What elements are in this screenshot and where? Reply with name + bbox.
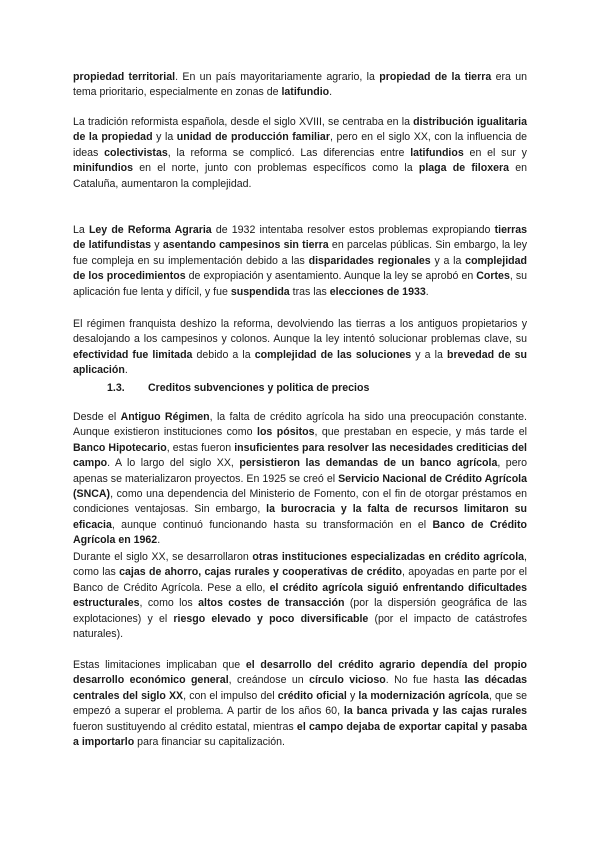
bold-text-run: persistieron las demandas de un banco agrícola — [239, 457, 498, 470]
bold-text-run: propiedad territorial — [73, 71, 176, 83]
text-run: , como las — [73, 551, 527, 579]
text-run: , pero apenas se materializaron proyectos. En 1925 se creó el — [73, 457, 528, 485]
bold-text-run: suspendida — [230, 285, 290, 298]
bold-text-run: tierras de latifundistas — [73, 224, 527, 252]
bold-text-run: Antiguo Régimen — [120, 411, 210, 423]
text-run: y a la — [430, 254, 466, 267]
text-run: . — [425, 285, 429, 298]
text-run: . No fue hasta — [385, 674, 465, 687]
paragraph-land-ownership — [73, 70, 527, 101]
paragraph-credit-limitations — [73, 658, 527, 750]
text-run: , pero en el siglo XX, con la influencia de ideas — [73, 131, 527, 159]
bold-text-run: los pósitos — [257, 426, 315, 439]
text-run: en parcelas públicas. Sin embargo, la ley fue compleja en su implementación debido a las — [73, 239, 528, 267]
bold-text-run: las décadas centrales del siglo XX — [73, 674, 528, 702]
bold-text-run: efectividad fue limitada — [73, 348, 193, 361]
text-run: , la reforma se complicó. Las diferencias entre — [167, 146, 411, 159]
bold-text-run: crédito oficial — [277, 689, 347, 702]
bold-text-run: distribución igualitaria de la propiedad — [73, 116, 527, 144]
text-run: (por la dispersión geográfica de las explotaciones) y el — [73, 597, 527, 625]
text-run: , aunque continuó funcionando hasta su transformación en el — [111, 518, 433, 531]
bold-text-run: la burocracia y la falta de recursos limitaron su eficacia — [73, 503, 527, 531]
bold-text-run: altos costes de transacción — [198, 597, 345, 610]
text-run: (por el impacto de catástrofes naturales). — [73, 612, 527, 641]
bold-text-run: la modernización agrícola — [358, 689, 489, 702]
bold-text-run: riesgo elevado y poco diversificable — [173, 612, 369, 625]
text-run: en el norte, junto con problemas específicos como la — [133, 162, 419, 175]
bold-text-run: elecciones de 1933 — [329, 285, 426, 298]
text-run: , su aplicación fue lenta y difícil, y fue — [73, 270, 528, 298]
text-run: para financiar su capitalización. — [134, 736, 285, 749]
text-run: , como una dependencia del Ministerio de Fomento, con el fin de otorgar préstamos en condiciones ventajosas. Sin embargo, — [73, 488, 527, 516]
text-run: era un tema prioritario, especialmente en zonas de — [73, 71, 528, 99]
text-run: tras las — [289, 285, 330, 298]
text-run: . — [329, 86, 333, 99]
bold-text-run: el crédito agrícola siguió enfrentando dificultades estructurales — [73, 581, 527, 610]
paragraph-franco-regime — [73, 317, 527, 379]
text-run: fueron sustituyendo al crédito estatal, mientras — [73, 720, 297, 733]
bold-text-run: latifundio — [281, 86, 330, 99]
text-run: de expropiación y asentamiento. Aunque la ley se aprobó en — [185, 270, 477, 283]
text-run: Desde el — [73, 411, 121, 423]
text-run: La tradición reformista española, desde el siglo XVIII, se centraba en la — [73, 116, 414, 128]
bold-text-run: cajas de ahorro, cajas rurales y cooperativas de crédito — [119, 566, 402, 579]
text-run: , la falta de crédito agrícola ha sido una preocupación constante. Aunque existieron instituciones como — [73, 411, 527, 439]
text-run: , con el impulso del — [183, 689, 278, 702]
text-run: . En un país mayoritariamente agrario, la — [175, 71, 380, 83]
text-run: Durante el siglo XX, se desarrollaron — [73, 551, 253, 563]
bold-text-run: el campo dejaba de exportar capital y pasaba a importarlo — [73, 720, 528, 749]
bold-text-run: disparidades regionales — [308, 254, 431, 267]
bold-text-run: brevedad de su aplicación — [73, 348, 527, 377]
text-run: , que se empezó a superar el problema. A partir de los años 60, — [73, 689, 528, 718]
text-run: . — [157, 534, 161, 547]
bold-text-run: la banca privada y las cajas rurales — [343, 705, 527, 718]
bold-text-run: círculo vicioso — [309, 674, 386, 687]
text-run: y la — [152, 131, 177, 144]
bold-text-run: latifundios — [410, 146, 464, 159]
text-run: en Cataluña, aumentaron la complejidad. — [73, 162, 528, 190]
text-run: Estas limitaciones implicaban que — [73, 659, 246, 671]
paragraph-reformist-tradition — [73, 115, 527, 192]
bold-text-run: colectivistas — [104, 146, 168, 159]
text-run: El régimen franquista deshizo la reforma, devolviendo las tierras a los antiguos propietarios y desalojando a los campesinos y colonos. Aunque la ley intentó solucionar problemas clave, su — [73, 318, 527, 346]
text-run: y a la — [411, 348, 447, 361]
bold-text-run: complejidad de los procedimientos — [73, 254, 527, 283]
bold-text-run: minifundios — [73, 162, 134, 175]
text-run: de 1932 intentaba resolver estos problemas expropiando — [211, 224, 495, 236]
section-title: Creditos subvenciones y politica de precios — [148, 382, 370, 394]
text-run: y — [346, 689, 359, 702]
paragraph-agrarian-reform-law — [73, 223, 527, 300]
text-run: , creándose un — [228, 674, 310, 687]
text-run: en el sur y — [463, 146, 527, 159]
section-number: 1.3. — [107, 382, 125, 394]
text-run: , estas fueron — [166, 441, 235, 454]
bold-text-run: propiedad de la tierra — [379, 71, 492, 83]
text-run: . A lo largo del siglo XX, — [107, 457, 240, 470]
text-run: , que prestaban en especie, y más tarde el — [314, 426, 528, 439]
text-run: , como los — [139, 597, 199, 610]
text-run: y — [151, 239, 163, 252]
bold-text-run: otras instituciones especializadas en crédito agrícola — [252, 551, 525, 563]
bold-text-run: el desarrollo del crédito agrario dependía del propio desarrollo económico general — [73, 659, 527, 687]
text-run: , apoyadas en parte por el Banco de Crédito Agrícola. Pese a ello, — [73, 566, 527, 594]
bold-text-run: Ley de Reforma Agraria — [88, 224, 212, 236]
bold-text-run: plaga de filoxera — [418, 162, 510, 175]
bold-text-run: Servicio Nacional de Crédito Agrícola (SNCA) — [73, 472, 527, 501]
bold-text-run: insuficientes para resolver las necesidades crediticias del campo — [73, 441, 527, 470]
bold-text-run: unidad de producción familiar — [176, 131, 330, 144]
bold-text-run: complejidad de las soluciones — [254, 348, 412, 361]
paragraph-credit-institutions — [73, 550, 527, 642]
bold-text-run: Banco de Crédito Agrícola en 1962 — [73, 518, 527, 547]
text-run: . — [124, 364, 128, 377]
section-heading — [107, 382, 369, 394]
bold-text-run: Banco Hipotecario — [73, 441, 167, 454]
text-run: debido a la — [192, 348, 255, 361]
bold-text-run: asentando campesinos sin tierra — [162, 239, 329, 252]
paragraph-agricultural-credit — [73, 410, 527, 549]
text-run: La — [73, 224, 89, 236]
bold-text-run: Cortes — [476, 270, 510, 283]
